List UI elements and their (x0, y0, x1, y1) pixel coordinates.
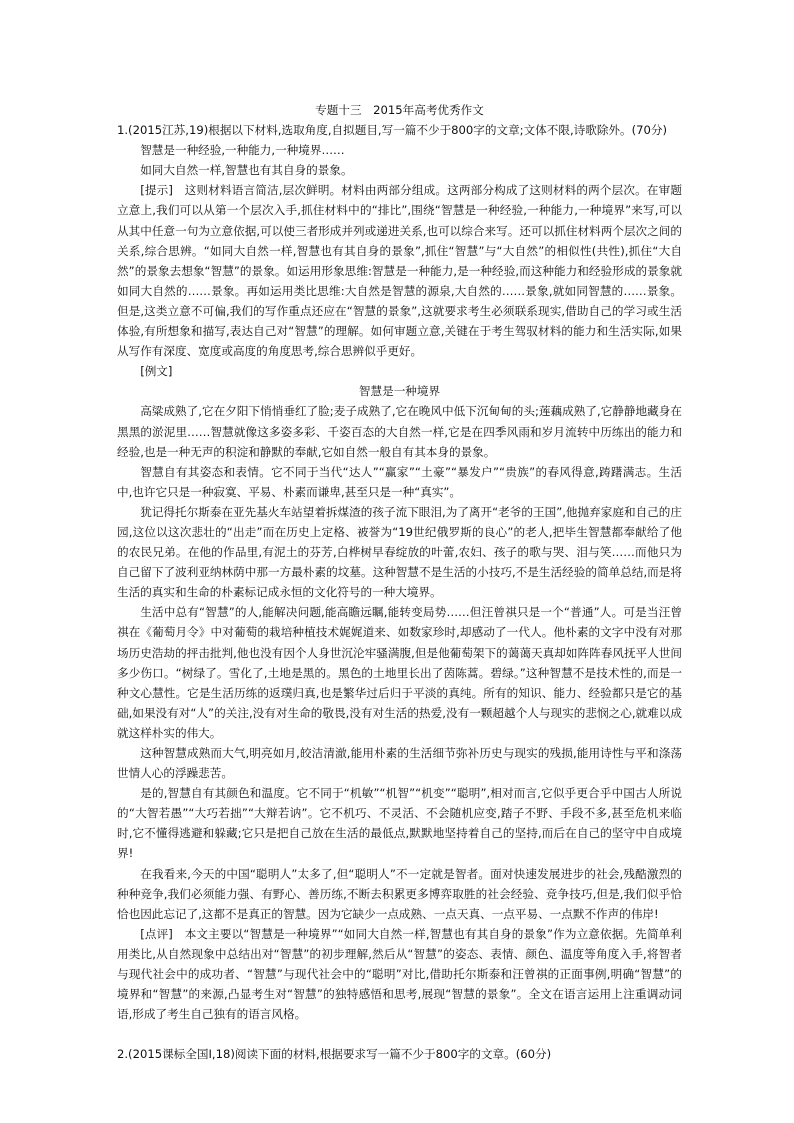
example-label: [例文] (140, 364, 173, 379)
section-gap (117, 1024, 682, 1044)
hint-paragraph: [提示] 这则材料语言简洁,层次鲜明。材料由两部分组成。这两部分构成了这则材料的两个层次。在审题立意上,我们可以从第一个层次入手,抓住材料中的“排比”,围绕“智慧是一种经验,一种能力,一种境界”来写,可以从其中任意一句为立意依据,可以使三者形成并列或递进关系,也可以综合来写。还可以抓住材料两个层次之间的关系,综合思辨。“如同大自然一样,智慧也有其自身的景象”,抓住“智慧”与“大自然”的相似性(共性),抓住“大自然”的景象去想象“智慧”的景象。如运用形象思维:智慧是一种能力,是一种经验,而这种能力和经验形成的景象就如同大自然的……景象。再如运用类比思维:大自然是智慧的源泉,大自然的……景象,就如同智慧的……景象。但是,这类立意不可偏,我们的写作重点还应在“智慧的景象”,这就要求考生必须联系现实,借助自己的学习或生活体验,有所想象和描写,表达自己对“智慧”的理解。如何审题立意,关键在于考生驾驭材料的能力和生活实际,如果从写作有深度、宽度或高度的角度思考,综合思辨似乎更好。 (117, 183, 682, 359)
page-title: 专题十三 2015年高考优秀作文 (315, 103, 484, 117)
essay-paragraph: 犹记得托尔斯泰在亚先基火车站望着拆煤渣的孩子流下眼泪,为了离开“老爷的王国”,他抛弃家庭和自己的庄园,这位以这次悲壮的“出走”而在历史上定格、被誉为“19世纪俄罗斯的良心”的老人,把毕生智慧都奉献给了他的农民兄弟。在他的作品里,有泥土的芬芳,白桦树早春绽放的叶蕾,农妇、孩子的歌与哭、泪与笑……而他只为自己留下了波利亚纳林荫中那一方最朴素的坟墓。这种智慧不是生活的小技巧,不是生活经验的简单总结,而是将生活的真实和生命的朴素标记成永恒的文化符号的一种大境界。 (117, 504, 682, 600)
material-line-1: 智慧是一种经验,一种能力,一种境界…… (140, 143, 345, 158)
essay-paragraph: 高粱成熟了,它在夕阳下悄悄垂红了脸;麦子成熟了,它在晚风中低下沉甸甸的头;莲藕成熟了,它静静地藏身在黑黑的淤泥里……智慧就像这多姿多彩、千姿百态的大自然一样,它是在四季风雨和岁月流转中历练出的能力和经验,也是一种无声的积淀和静默的奉献,它如自然一般自有其本身的景象。 (117, 404, 682, 459)
question-2-prompt: 2.(2015课标全国Ⅰ,18)阅读下面的材料,根据要求写一篇不少于800字的文章。(60分) (117, 1047, 552, 1062)
essay-paragraph: 智慧自有其姿态和表情。它不同于当代“达人”“赢家”“土豪”“暴发户”“贵族”的春风得意,踌躇满志。生活中,也许它只是一种寂寞、平易、朴素而谦卑,甚至只是一种“真实”。 (117, 464, 682, 499)
document-page (117, 100, 682, 1064)
essay-paragraph: 是的,智慧自有其颜色和温度。它不同于“机敏”“机智”“机变”“聪明”,相对而言,它似乎更合乎中国古人所说的“大智若愚”“大巧若拙”“大辩若讷”。它不机巧、不灵活、不会随机应变,踏子不野、手段不多,甚至危机来临时,它不懂得逃避和躲藏;它只是把自己放在生活的最低点,默默地坚持着自己的坚持,而后在自己的坚守中自成境界! (117, 786, 682, 861)
comment-paragraph: [点评] 本文主要以“智慧是一种境界”“如同大自然一样,智慧也有其自身的景象”作为立意依据。先简单利用类比,从自然现象中总结出对“智慧”的初步理解,然后从“智慧”的姿态、表情、颜色、温度等角度入手,将智者与现代社会中的成功者、“智慧”与现代社会中的“聪明”对比,借助托尔斯泰和汪曾祺的正面事例,明确“智慧”的境界和“智慧”的来源,凸显考生对“智慧”的独特感悟和思考,展现“智慧的景象”。全文在语言运用上注重调动词语,形成了考生自己独有的语言风格。 (117, 926, 682, 1022)
essay-title: 智慧是一种境界 (358, 384, 441, 399)
material-line-2: 如同大自然一样,智慧也有其自身的景象。 (140, 163, 353, 178)
essay-paragraph: 在我看来,今天的中国“聪明人”太多了,但“聪明人”不一定就是智者。面对快速发展进步的社会,残酷激烈的种种竞争,我们必须能力强、有野心、善历练,不断去积累更多博弈取胜的社会经验、竞争技巧,但是,我们似乎恰恰也因此忘记了,这都不是真正的智慧。因为它缺少一点成熟、一点天真、一点平易、一点默不作声的伟岸! (117, 866, 682, 921)
essay-paragraph: 生活中总有“智慧”的人,能解决问题,能高瞻远瞩,能转变局势……但汪曾祺只是一个“普通”人。可是当汪曾祺在《葡萄月令》中对葡萄的栽培种植技术娓娓道来、如数家珍时,却感动了一代人。他朴素的文字中没有对那场历史浩劫的抨击批判,他也没有因个人身世沉沦牢骚满腹,但是他葡萄架下的蔼蔼天真却如阵阵春风抚平人世间多少伤口。“树绿了。雪化了,土地是黑的。黑色的土地里长出了茵陈蒿。碧绿。”这种智慧不是技术性的,而是一种文心慧性。它是生活历练的返璞归真,也是繁华过后归于平淡的真纯。所有的知识、能力、经验都只是它的基础,如果没有对“人”的关注,没有对生命的敬畏,没有对生活的热爱,没有一颗超越个人与现实的悲悯之心,就难以成就这样朴实的伟大。 (117, 605, 682, 740)
question-1-prompt: 1.(2015江苏,19)根据以下材料,选取角度,自拟题目,写一篇不少于800字的文章;文体不限,诗歌除外。(70分) (117, 123, 668, 138)
essay-paragraph: 这种智慧成熟而大气,明亮如月,皎洁清澈,能用朴素的生活细节弥补历史与现实的残损,能用诗性与平和涤荡世情人心的浮躁悲苦。 (117, 746, 682, 781)
